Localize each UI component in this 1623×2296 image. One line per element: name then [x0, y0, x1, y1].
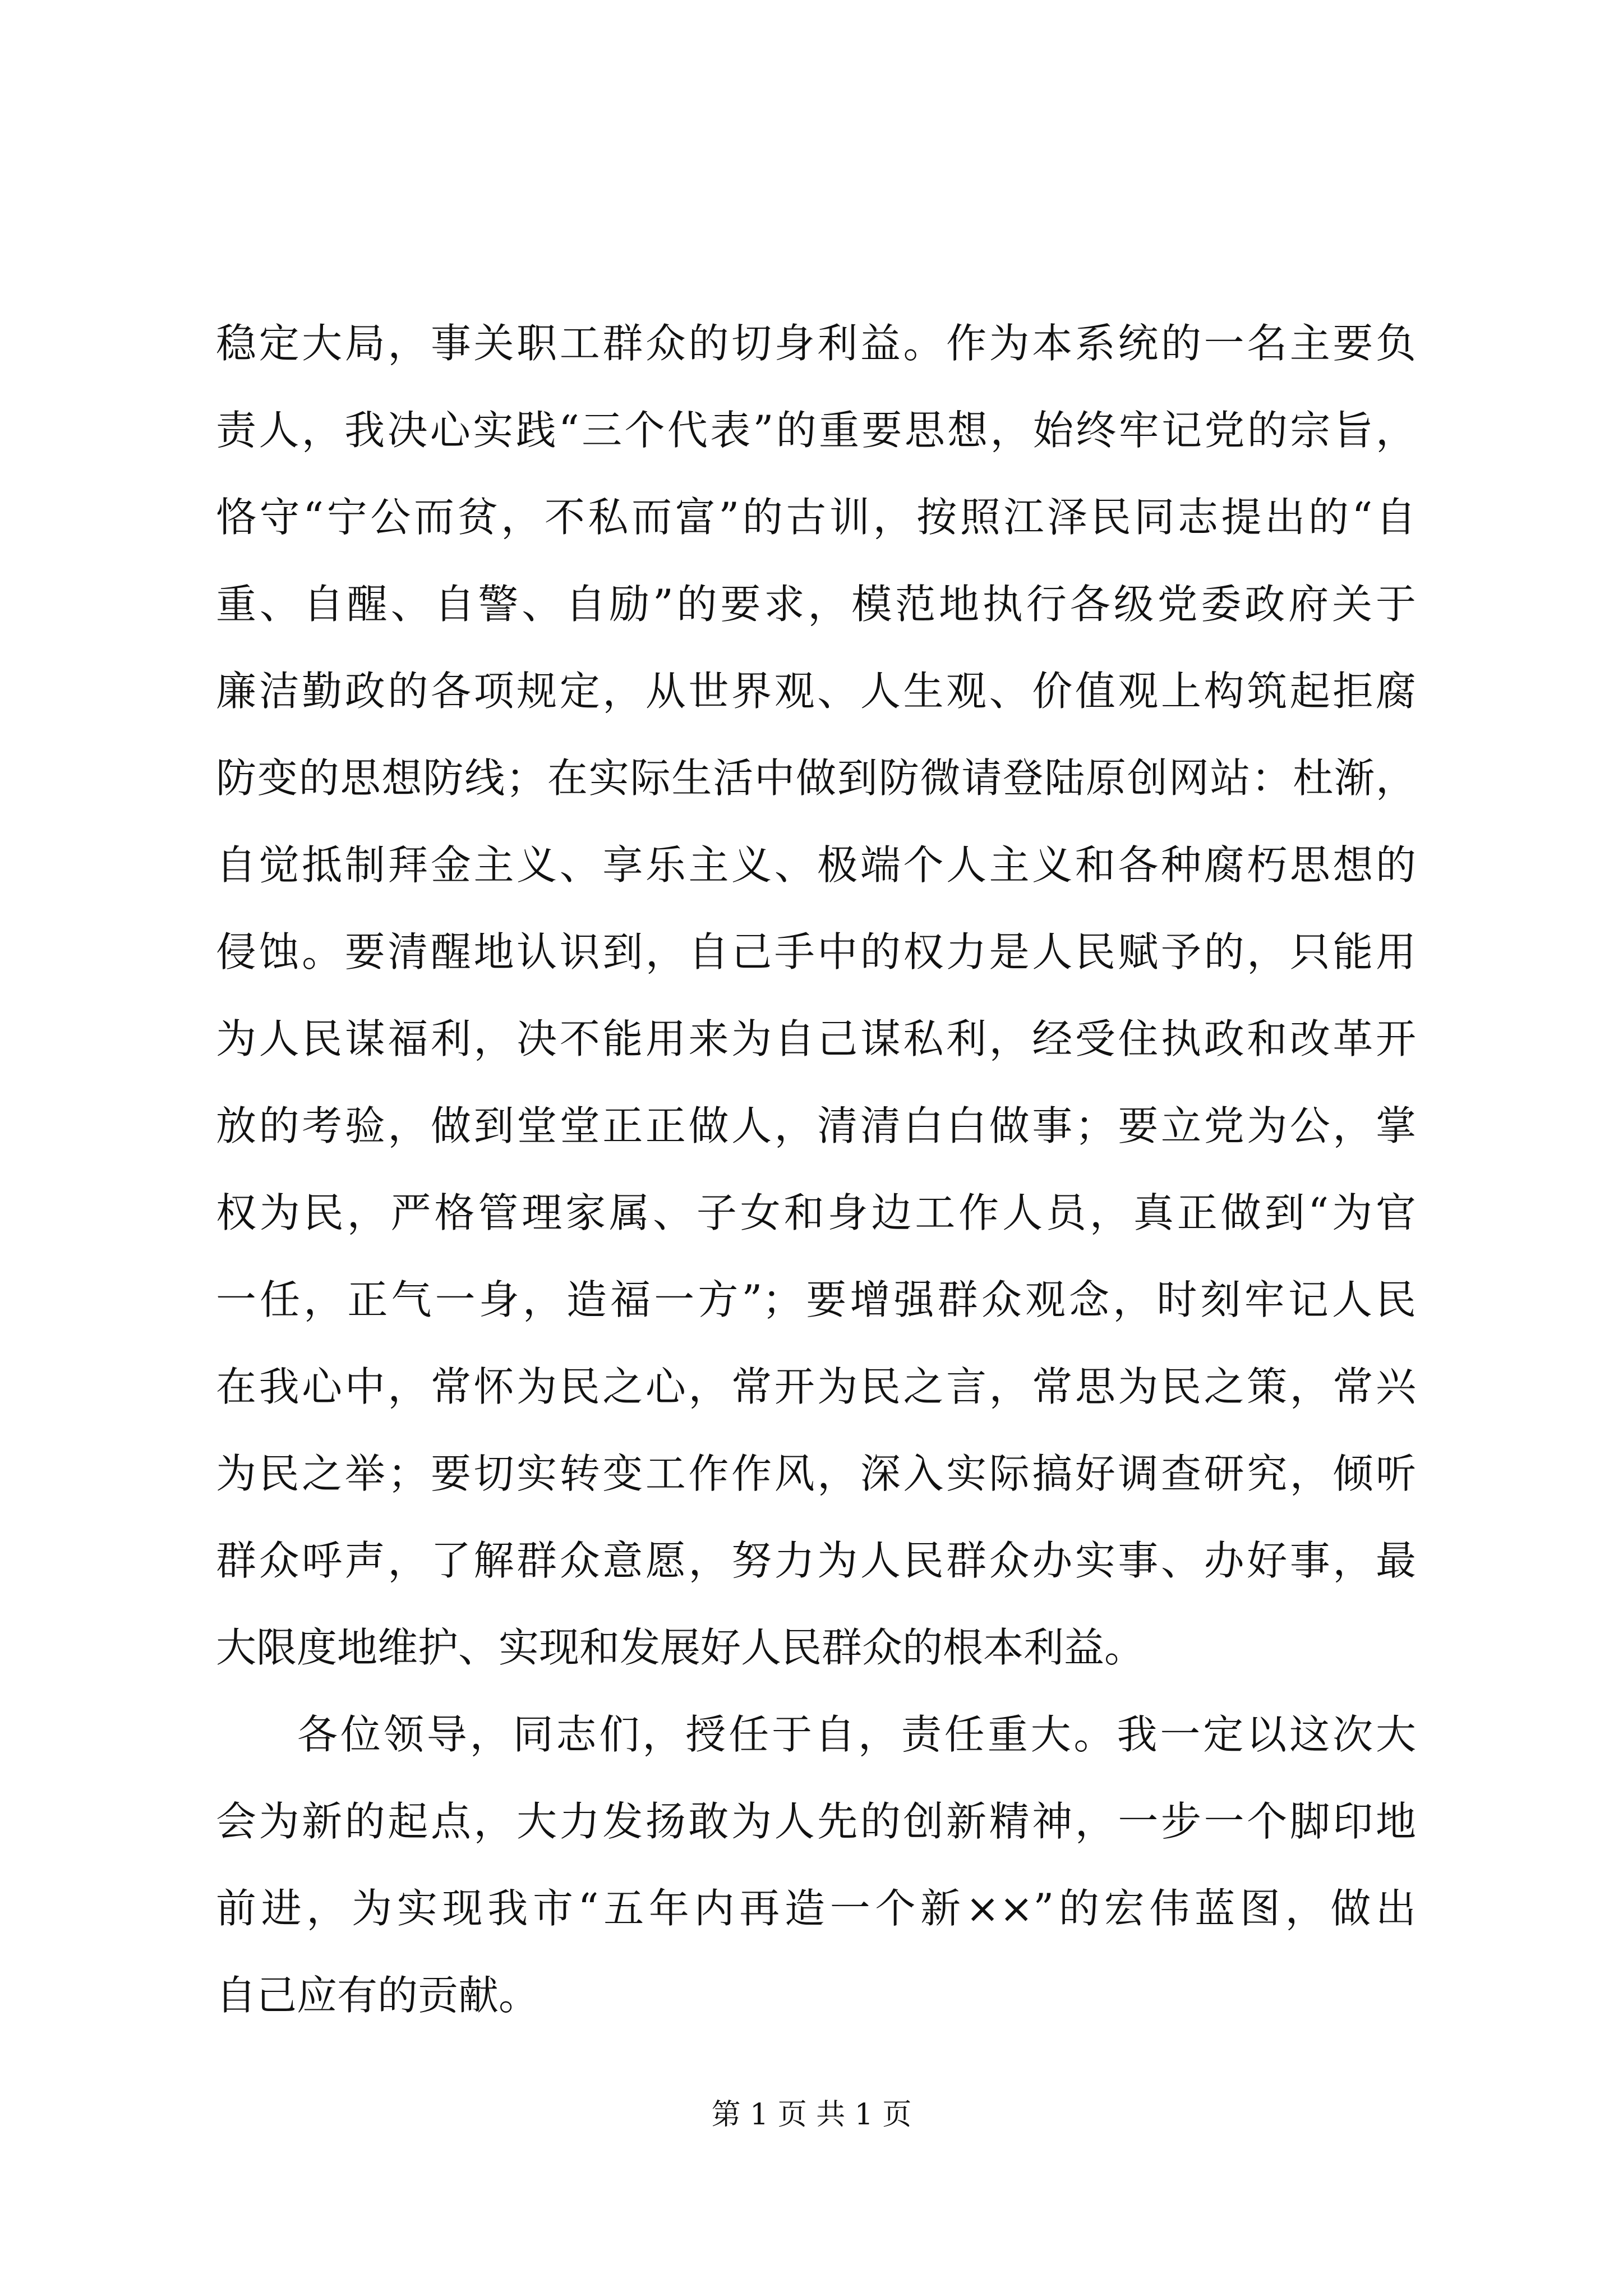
- text-line: 群众呼声，了解群众意愿，努力为人民群众办实事、办好事，最: [216, 1537, 1416, 1584]
- paragraph: [216, 1691, 1416, 2039]
- text-line: 责人，我决心实践“三个代表”的重要思想，始终牢记党的宗旨，: [216, 407, 1416, 454]
- paragraph: [216, 300, 1416, 1691]
- text-line: 大限度地维护、实现和发展好人民群众的根本利益。: [216, 1624, 1145, 1671]
- text-line: 恪守“宁公而贫，不私而富”的古训，按照江泽民同志提出的“自: [216, 494, 1416, 541]
- document-body: [216, 300, 1416, 2039]
- text-line: 稳定大局，事关职工群众的切身利益。作为本系统的一名主要负: [216, 320, 1416, 367]
- text-line: 为民之举；要切实转变工作作风，深入实际搞好调查研究，倾听: [216, 1450, 1416, 1497]
- text-line: 自觉抵制拜金主义、享乐主义、极端个人主义和各种腐朽思想的: [216, 841, 1416, 889]
- text-line: 侵蚀。要清醒地认识到，自己手中的权力是人民赋予的，只能用: [216, 928, 1416, 976]
- text-line: 廉洁勤政的各项规定，从世界观、人生观、价值观上构筑起拒腐: [216, 668, 1416, 715]
- page-number-label: 第 1 页 共 1 页: [711, 2098, 912, 2132]
- text-line: 前进，为实现我市“五年内再造一个新××”的宏伟蓝图，做出: [216, 1885, 1416, 1932]
- text-line: 会为新的起点，大力发扬敢为人先的创新精神，一步一个脚印地: [216, 1798, 1416, 1845]
- text-line: 权为民，严格管理家属、子女和身边工作人员，真正做到“为官: [216, 1189, 1416, 1236]
- text-line: 在我心中，常怀为民之心，常开为民之言，常思为民之策，常兴: [216, 1363, 1416, 1410]
- text-line: 一任，正气一身，造福一方”；要增强群众观念，时刻牢记人民: [216, 1276, 1416, 1323]
- text-line: 重、自醒、自警、自励”的要求，模范地执行各级党委政府关于: [216, 581, 1416, 628]
- text-line: 为人民谋福利，决不能用来为自己谋私利，经受住执政和改革开: [216, 1015, 1416, 1062]
- text-line: 各位领导，同志们，授任于自，责任重大。我一定以这次大: [297, 1711, 1416, 1758]
- text-line: 防变的思想防线；在实际生活中做到防微请登陆原创网站：杜渐，: [216, 754, 1416, 802]
- text-line: 自己应有的贡献。: [216, 1972, 540, 2019]
- page-footer: [0, 2095, 1623, 2134]
- text-line: 放的考验，做到堂堂正正做人，清清白白做事；要立党为公，掌: [216, 1102, 1416, 1149]
